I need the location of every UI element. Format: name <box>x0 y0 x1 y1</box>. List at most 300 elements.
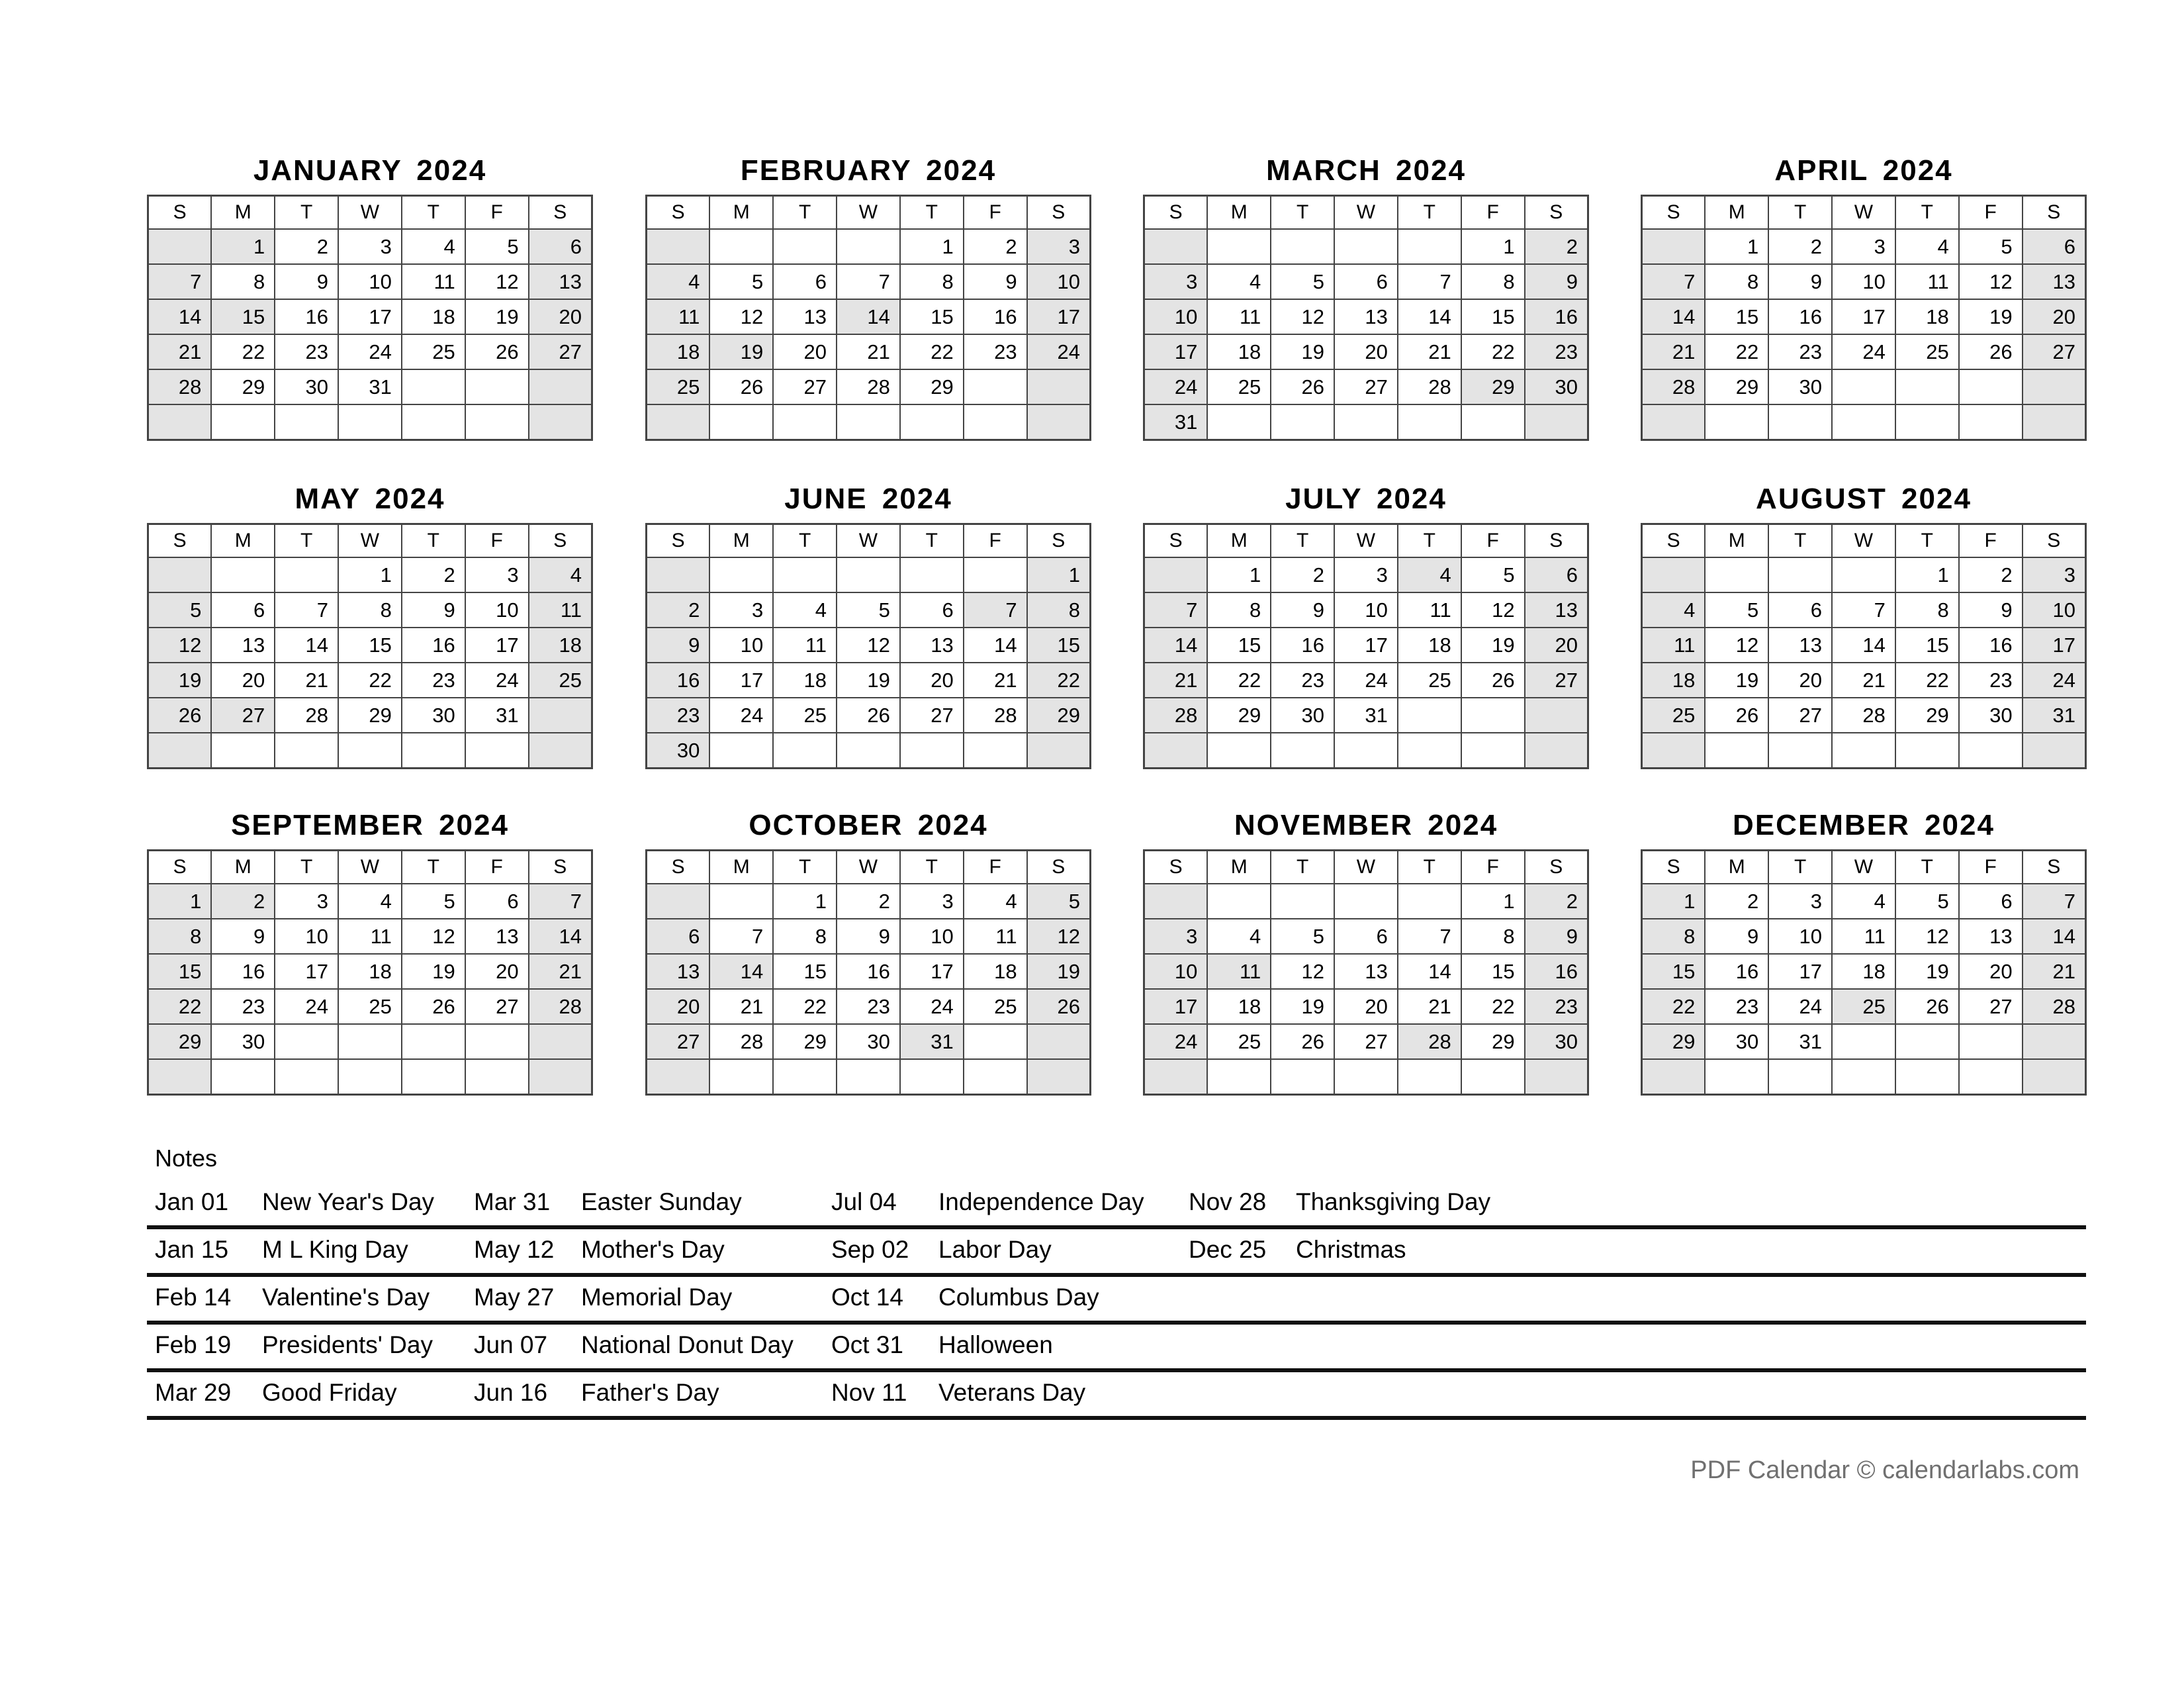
day-cell: 3 <box>1144 264 1208 299</box>
month-calendar <box>1143 802 1589 1096</box>
day-cell: 24 <box>338 334 402 369</box>
day-cell: 11 <box>338 919 402 954</box>
empty-cell <box>275 1024 338 1059</box>
holiday-date: Jun 16 <box>474 1379 548 1406</box>
day-cell: 8 <box>1642 919 1706 954</box>
empty-cell <box>1959 404 2023 440</box>
day-cell: 21 <box>2023 954 2086 989</box>
day-cell: 29 <box>148 1024 212 1059</box>
empty-cell <box>1398 1059 1461 1095</box>
weekday-header: T <box>1768 851 1832 884</box>
day-cell: 27 <box>2023 334 2086 369</box>
day-cell: 24 <box>1144 1024 1208 1059</box>
empty-cell <box>647 884 710 919</box>
empty-cell <box>837 229 900 264</box>
day-cell: 26 <box>1895 989 1959 1024</box>
weekday-header: F <box>1461 524 1525 558</box>
empty-cell <box>1642 733 1706 769</box>
day-cell: 2 <box>1959 557 2023 592</box>
month-grid <box>1641 523 2087 769</box>
day-cell: 14 <box>148 299 212 334</box>
day-cell: 27 <box>1959 989 2023 1024</box>
day-cell: 14 <box>964 628 1027 663</box>
day-cell: 10 <box>1334 592 1398 628</box>
day-cell: 11 <box>1895 264 1959 299</box>
day-cell: 18 <box>1832 954 1895 989</box>
day-cell: 12 <box>1959 264 2023 299</box>
day-cell: 27 <box>647 1024 710 1059</box>
day-cell: 20 <box>1334 334 1398 369</box>
empty-cell <box>1705 1059 1768 1095</box>
day-cell: 19 <box>1895 954 1959 989</box>
day-cell: 8 <box>1895 592 1959 628</box>
weekday-header: S <box>1144 524 1208 558</box>
day-cell: 26 <box>1959 334 2023 369</box>
day-cell: 5 <box>465 229 529 264</box>
weekday-header: M <box>1207 524 1271 558</box>
day-cell: 15 <box>1895 628 1959 663</box>
day-cell: 25 <box>964 989 1027 1024</box>
weekday-header: W <box>1334 196 1398 230</box>
weekday-header: W <box>1334 851 1398 884</box>
day-cell: 20 <box>465 954 529 989</box>
day-cell: 10 <box>2023 592 2086 628</box>
empty-cell <box>1525 698 1588 733</box>
day-cell: 28 <box>1144 698 1208 733</box>
empty-cell <box>709 404 773 440</box>
holiday-name: Presidents' Day <box>262 1331 433 1358</box>
weekday-header: T <box>900 524 964 558</box>
month-grid <box>147 195 593 441</box>
empty-cell <box>900 1059 964 1095</box>
weekday-header: W <box>338 196 402 230</box>
day-cell: 8 <box>338 592 402 628</box>
weekday-header: M <box>211 524 275 558</box>
day-cell: 16 <box>1525 954 1588 989</box>
weekday-header: M <box>1705 196 1768 230</box>
day-cell: 12 <box>148 628 212 663</box>
empty-cell <box>647 557 710 592</box>
day-cell: 2 <box>275 229 338 264</box>
empty-cell <box>900 557 964 592</box>
day-cell: 11 <box>529 592 592 628</box>
empty-cell <box>1334 733 1398 769</box>
day-cell: 16 <box>211 954 275 989</box>
weekday-header: T <box>1895 851 1959 884</box>
day-cell: 16 <box>837 954 900 989</box>
empty-cell <box>2023 1059 2086 1095</box>
weekday-header: M <box>1207 196 1271 230</box>
day-cell: 1 <box>211 229 275 264</box>
empty-cell <box>1398 733 1461 769</box>
day-cell: 18 <box>1398 628 1461 663</box>
day-cell: 13 <box>465 919 529 954</box>
day-cell: 23 <box>964 334 1027 369</box>
empty-cell <box>1705 557 1768 592</box>
day-cell: 22 <box>900 334 964 369</box>
day-cell: 12 <box>1027 919 1091 954</box>
day-cell: 5 <box>1959 229 2023 264</box>
empty-cell <box>1461 1059 1525 1095</box>
day-cell: 7 <box>2023 884 2086 919</box>
day-cell: 12 <box>1461 592 1525 628</box>
day-cell: 14 <box>1832 628 1895 663</box>
empty-cell <box>1271 229 1334 264</box>
weekday-header: S <box>1642 196 1706 230</box>
empty-cell <box>1705 733 1768 769</box>
empty-cell <box>773 1059 837 1095</box>
empty-cell <box>211 404 275 440</box>
day-cell: 26 <box>402 989 465 1024</box>
day-cell: 4 <box>338 884 402 919</box>
empty-cell <box>964 557 1027 592</box>
day-cell: 23 <box>275 334 338 369</box>
day-cell: 8 <box>1027 592 1091 628</box>
day-cell: 16 <box>402 628 465 663</box>
empty-cell <box>1144 733 1208 769</box>
empty-cell <box>529 369 592 404</box>
day-cell: 4 <box>1398 557 1461 592</box>
empty-cell <box>465 369 529 404</box>
empty-cell <box>529 1059 592 1095</box>
weekday-header: T <box>1768 524 1832 558</box>
empty-cell <box>1027 1024 1091 1059</box>
month-calendar <box>1143 475 1589 769</box>
holiday-date: Oct 14 <box>831 1284 903 1311</box>
day-cell: 6 <box>1525 557 1588 592</box>
weekday-header: T <box>402 196 465 230</box>
empty-cell <box>1768 404 1832 440</box>
day-cell: 20 <box>211 663 275 698</box>
weekday-header: W <box>837 196 900 230</box>
day-cell: 30 <box>837 1024 900 1059</box>
day-cell: 13 <box>1959 919 2023 954</box>
day-cell: 4 <box>529 557 592 592</box>
day-cell: 11 <box>1642 628 1706 663</box>
holiday-date: Feb 19 <box>155 1331 232 1358</box>
weekday-header: S <box>2023 524 2086 558</box>
day-cell: 20 <box>529 299 592 334</box>
day-cell: 11 <box>773 628 837 663</box>
empty-cell <box>647 229 710 264</box>
notes-row <box>147 1325 2086 1372</box>
empty-cell <box>709 557 773 592</box>
weekday-header: F <box>465 524 529 558</box>
empty-cell <box>1027 1059 1091 1095</box>
day-cell: 15 <box>900 299 964 334</box>
day-cell: 8 <box>1705 264 1768 299</box>
empty-cell <box>338 733 402 769</box>
empty-cell <box>773 557 837 592</box>
day-cell: 15 <box>1705 299 1768 334</box>
empty-cell <box>1144 1059 1208 1095</box>
day-cell: 4 <box>647 264 710 299</box>
day-cell: 3 <box>900 884 964 919</box>
month-title: MARCH 2024 <box>1266 154 1466 187</box>
holiday-name: New Year's Day <box>262 1188 435 1215</box>
empty-cell <box>1461 698 1525 733</box>
empty-cell <box>1334 229 1398 264</box>
day-cell: 19 <box>1271 334 1334 369</box>
empty-cell <box>1895 733 1959 769</box>
empty-cell <box>465 1024 529 1059</box>
day-cell: 3 <box>465 557 529 592</box>
day-cell: 30 <box>1768 369 1832 404</box>
day-cell: 19 <box>1271 989 1334 1024</box>
day-cell: 23 <box>1705 989 1768 1024</box>
empty-cell <box>709 884 773 919</box>
day-cell: 6 <box>2023 229 2086 264</box>
day-cell: 22 <box>1461 334 1525 369</box>
day-cell: 28 <box>1398 369 1461 404</box>
day-cell: 28 <box>964 698 1027 733</box>
day-cell: 4 <box>1895 229 1959 264</box>
day-cell: 25 <box>647 369 710 404</box>
day-cell: 10 <box>275 919 338 954</box>
day-cell: 1 <box>1705 229 1768 264</box>
holiday-name: Halloween <box>938 1331 1053 1358</box>
empty-cell <box>1768 1059 1832 1095</box>
empty-cell <box>1642 1059 1706 1095</box>
empty-cell <box>773 229 837 264</box>
day-cell: 31 <box>338 369 402 404</box>
weekday-header: S <box>1642 851 1706 884</box>
empty-cell <box>647 404 710 440</box>
holiday-name: Labor Day <box>938 1236 1052 1263</box>
month-title: AUGUST 2024 <box>1756 483 1972 515</box>
month-grid <box>1143 849 1589 1096</box>
weekday-header: M <box>1705 524 1768 558</box>
day-cell: 9 <box>647 628 710 663</box>
day-cell: 22 <box>1642 989 1706 1024</box>
holiday-date: Jun 07 <box>474 1331 548 1358</box>
day-cell: 12 <box>1705 628 1768 663</box>
month-calendar <box>147 147 593 441</box>
empty-cell <box>211 1059 275 1095</box>
holiday-date: Dec 25 <box>1189 1236 1267 1263</box>
weekday-header: W <box>338 524 402 558</box>
day-cell: 9 <box>1271 592 1334 628</box>
empty-cell <box>964 369 1027 404</box>
day-cell: 13 <box>1768 628 1832 663</box>
holiday-name: Easter Sunday <box>581 1188 742 1215</box>
empty-cell <box>2023 369 2086 404</box>
empty-cell <box>1642 557 1706 592</box>
day-cell: 1 <box>1461 884 1525 919</box>
empty-cell <box>465 733 529 769</box>
day-cell: 24 <box>1768 989 1832 1024</box>
empty-cell <box>529 1024 592 1059</box>
empty-cell <box>837 404 900 440</box>
day-cell: 7 <box>1398 264 1461 299</box>
empty-cell <box>2023 733 2086 769</box>
empty-cell <box>1832 369 1895 404</box>
day-cell: 25 <box>529 663 592 698</box>
empty-cell <box>338 404 402 440</box>
day-cell: 17 <box>1334 628 1398 663</box>
day-cell: 21 <box>709 989 773 1024</box>
day-cell: 7 <box>1398 919 1461 954</box>
holiday-name: Columbus Day <box>938 1284 1099 1311</box>
day-cell: 21 <box>148 334 212 369</box>
empty-cell <box>1207 404 1271 440</box>
day-cell: 7 <box>529 884 592 919</box>
day-cell: 26 <box>1271 1024 1334 1059</box>
day-cell: 23 <box>1525 334 1588 369</box>
weekday-header: S <box>647 851 710 884</box>
month-calendar <box>1641 802 2087 1096</box>
day-cell: 7 <box>275 592 338 628</box>
day-cell: 1 <box>1461 229 1525 264</box>
day-cell: 15 <box>1207 628 1271 663</box>
day-cell: 19 <box>1705 663 1768 698</box>
month-calendar <box>1143 147 1589 441</box>
day-cell: 31 <box>465 698 529 733</box>
day-cell: 29 <box>338 698 402 733</box>
day-cell: 8 <box>1207 592 1271 628</box>
weekday-header: T <box>1398 196 1461 230</box>
day-cell: 21 <box>1832 663 1895 698</box>
day-cell: 17 <box>1768 954 1832 989</box>
empty-cell <box>275 557 338 592</box>
day-cell: 20 <box>1768 663 1832 698</box>
notes-row <box>147 1372 2086 1420</box>
day-cell: 2 <box>1768 229 1832 264</box>
day-cell: 8 <box>773 919 837 954</box>
day-cell: 26 <box>837 698 900 733</box>
weekday-header: M <box>709 196 773 230</box>
day-cell: 10 <box>1144 299 1208 334</box>
weekday-header: W <box>1334 524 1398 558</box>
day-cell: 7 <box>148 264 212 299</box>
day-cell: 16 <box>1525 299 1588 334</box>
day-cell: 18 <box>1895 299 1959 334</box>
day-cell: 22 <box>211 334 275 369</box>
notes-row <box>147 1277 2086 1325</box>
day-cell: 27 <box>773 369 837 404</box>
day-cell: 2 <box>1525 229 1588 264</box>
day-cell: 30 <box>647 733 710 769</box>
day-cell: 9 <box>1705 919 1768 954</box>
weekday-header: S <box>1027 524 1091 558</box>
day-cell: 25 <box>402 334 465 369</box>
empty-cell <box>529 698 592 733</box>
day-cell: 31 <box>1768 1024 1832 1059</box>
empty-cell <box>900 404 964 440</box>
day-cell: 12 <box>1895 919 1959 954</box>
day-cell: 8 <box>900 264 964 299</box>
weekday-header: T <box>1768 196 1832 230</box>
day-cell: 27 <box>1525 663 1588 698</box>
weekday-header: S <box>148 524 212 558</box>
weekday-header: W <box>338 851 402 884</box>
month-calendar <box>645 475 1091 769</box>
weekday-header: W <box>1832 851 1895 884</box>
weekday-header: S <box>529 851 592 884</box>
day-cell: 24 <box>2023 663 2086 698</box>
day-cell: 29 <box>1027 698 1091 733</box>
weekday-header: W <box>1832 196 1895 230</box>
month-title: MAY 2024 <box>295 483 445 515</box>
empty-cell <box>1895 404 1959 440</box>
day-cell: 20 <box>900 663 964 698</box>
month-grid <box>1143 523 1589 769</box>
day-cell: 26 <box>1461 663 1525 698</box>
day-cell: 13 <box>211 628 275 663</box>
empty-cell <box>1207 733 1271 769</box>
day-cell: 14 <box>1398 299 1461 334</box>
day-cell: 11 <box>1832 919 1895 954</box>
day-cell: 28 <box>2023 989 2086 1024</box>
empty-cell <box>1398 229 1461 264</box>
day-cell: 21 <box>529 954 592 989</box>
month-calendar <box>147 802 593 1096</box>
holiday-date: Jul 04 <box>831 1188 897 1215</box>
holiday-name: Mother's Day <box>581 1236 725 1263</box>
day-cell: 26 <box>709 369 773 404</box>
weekday-header: F <box>1959 851 2023 884</box>
holiday-list <box>147 1182 2086 1420</box>
day-cell: 28 <box>1832 698 1895 733</box>
month-calendar <box>645 802 1091 1096</box>
day-cell: 25 <box>1832 989 1895 1024</box>
day-cell: 3 <box>338 229 402 264</box>
weekday-header: M <box>211 196 275 230</box>
month-title: JULY 2024 <box>1285 483 1447 515</box>
empty-cell <box>1207 884 1271 919</box>
month-calendar <box>1641 475 2087 769</box>
day-cell: 1 <box>900 229 964 264</box>
day-cell: 26 <box>1027 989 1091 1024</box>
empty-cell <box>837 1059 900 1095</box>
day-cell: 3 <box>1832 229 1895 264</box>
month-title: JUNE 2024 <box>784 483 952 515</box>
day-cell: 31 <box>1144 404 1208 440</box>
day-cell: 29 <box>211 369 275 404</box>
empty-cell <box>1207 229 1271 264</box>
day-cell: 7 <box>1642 264 1706 299</box>
day-cell: 15 <box>338 628 402 663</box>
empty-cell <box>647 1059 710 1095</box>
day-cell: 11 <box>964 919 1027 954</box>
day-cell: 3 <box>1027 229 1091 264</box>
day-cell: 13 <box>773 299 837 334</box>
day-cell: 14 <box>2023 919 2086 954</box>
weekday-header: T <box>275 524 338 558</box>
day-cell: 27 <box>900 698 964 733</box>
day-cell: 16 <box>1705 954 1768 989</box>
weekday-header: F <box>964 851 1027 884</box>
weekday-header: F <box>1959 524 2023 558</box>
day-cell: 29 <box>900 369 964 404</box>
holiday-name: M L King Day <box>262 1236 408 1263</box>
month-grid <box>1641 195 2087 441</box>
day-cell: 8 <box>211 264 275 299</box>
day-cell: 27 <box>465 989 529 1024</box>
day-cell: 22 <box>1027 663 1091 698</box>
day-cell: 10 <box>900 919 964 954</box>
day-cell: 19 <box>1959 299 2023 334</box>
weekday-header: S <box>2023 851 2086 884</box>
empty-cell <box>1271 884 1334 919</box>
weekday-header: S <box>2023 196 2086 230</box>
day-cell: 31 <box>2023 698 2086 733</box>
day-cell: 12 <box>1271 299 1334 334</box>
day-cell: 7 <box>709 919 773 954</box>
month-calendar <box>1641 147 2087 441</box>
day-cell: 3 <box>709 592 773 628</box>
weekday-header: S <box>1144 851 1208 884</box>
